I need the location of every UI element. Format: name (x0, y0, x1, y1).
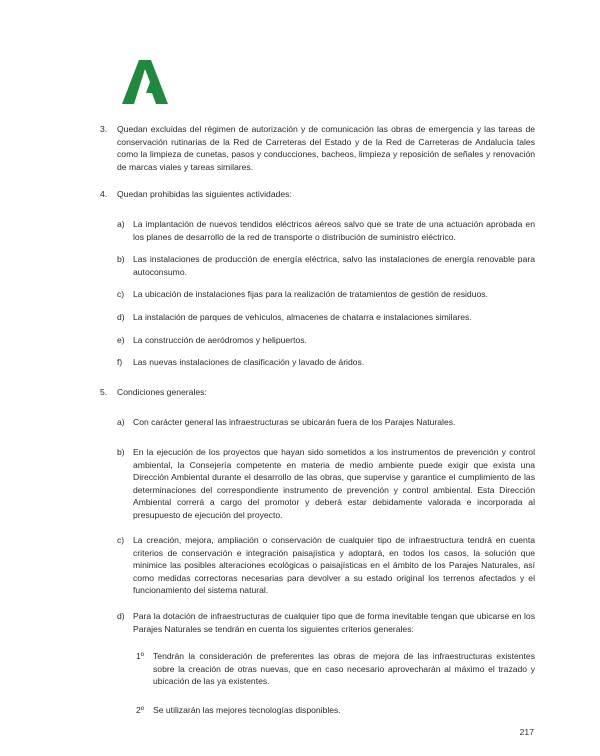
item-5c-marker: c) (117, 535, 125, 545)
item-4c (133, 288, 535, 301)
item-4d (133, 311, 535, 324)
item-3-paragraph: Quedan excluidas del régimen de autorización y de comunicación las obras de emergencia y las tareas de conservación rutinarias de la Red de Carreteras del Estado y de la Red de Carreteras de Andalucía tales como la limpieza de cunetas, pasos y conducciones, bacheos, limpieza y reposición de señales y renovación de marcas viales y tareas similares. (117, 124, 535, 172)
item-4-marker: 4. (100, 189, 108, 199)
item-4c-marker: c) (117, 289, 125, 299)
item-4a-text: La implantación de nuevos tendidos eléctricos aéreos salvo que se trate de una actuación aprobada en los planes de desarrollo de la red de transporte o distribución de suministro eléctrico. (133, 219, 535, 242)
item-5a (133, 416, 535, 429)
item-4c-text: La ubicación de instalaciones fijas para la realización de tratamientos de gestión de residuos. (133, 289, 488, 299)
item-4a-marker: a) (117, 219, 125, 229)
item-3-marker: 3. (100, 124, 108, 134)
criterion-1-text: Tendrán la consideración de preferentes las obras de mejora de las infraestructuras existentes sobre la creación de otras nuevas, que en caso necesario aprovecharán al máximo el trazado y ubicación de las ya existentes. (153, 651, 535, 687)
item-3-text (117, 123, 535, 173)
item-5a-marker: a) (117, 417, 125, 427)
item-5d (133, 610, 535, 635)
item-5b-text: En la ejecución de los proyectos que hayan sido sometidos a los instrumentos de prevención y control ambiental, la Consejería competente en materia de medio ambiente puede exigir que exista una Dirección Ambiental durante el desarrollo de las obras, que supervise y garantice el cumplimiento de las determinaciones del correspondiente instrumento de prevención y control ambiental. Esta Dirección Ambiental correrá a cargo del promotor y deberá estar debidamente valorada e incorporada al presupuesto de ejecución del proyecto. (133, 447, 535, 520)
item-5b (133, 446, 535, 522)
item-5a-text: Con carácter general las infraestructuras se ubicarán fuera de los Parajes Naturales. (133, 417, 456, 427)
criterion-2-marker: 2º (136, 705, 144, 715)
item-4b-marker: b) (117, 254, 125, 264)
item-4d-marker: d) (117, 312, 125, 322)
criterion-2 (153, 704, 535, 717)
item-4e (133, 334, 535, 347)
item-4-heading: Quedan prohibidas las siguientes actividades: (117, 189, 292, 199)
item-5-marker: 5. (100, 387, 108, 397)
criterion-1 (153, 650, 535, 688)
criterion-2-text: Se utilizarán las mejores tecnologías disponibles. (153, 705, 341, 715)
item-5b-marker: b) (117, 447, 125, 457)
item-4b (133, 253, 535, 278)
item-5d-marker: d) (117, 611, 125, 621)
page-number: 217 (519, 727, 534, 737)
item-4f (133, 356, 535, 369)
item-4f-marker: f) (117, 357, 123, 367)
item-4e-marker: e) (117, 335, 125, 345)
item-5-text (117, 386, 535, 399)
item-5d-text: Para la dotación de infraestructuras de cualquier tipo que de forma inevitable tengan que ubicarse en los Parajes Naturales se tendrán en cuenta los siguientes criterios generales: (133, 611, 535, 634)
item-4e-text: La construcción de aeródromos y helipuertos. (133, 335, 307, 345)
item-4f-text: Las nuevas instalaciones de clasificación y lavado de áridos. (133, 357, 365, 367)
item-5-heading: Condiciones generales: (117, 387, 207, 397)
item-4a (133, 218, 535, 243)
criterion-1-marker: 1º (136, 651, 144, 661)
item-5c (133, 534, 535, 597)
item-4b-text: Las instalaciones de producción de energía eléctrica, salvo las instalaciones de energía renovable para autoconsumo. (133, 254, 535, 277)
item-4d-text: La instalación de parques de vehículos, almacenes de chatarra e instalaciones similares. (133, 312, 472, 322)
item-5c-text: La creación, mejora, ampliación o conservación de cualquier tipo de infraestructura tendrá en cuenta criterios de conservación e integración paisajística y adoptará, en todos los casos, la solución que minimice las posibles alteraciones ecológicas o paisajísticas en el ámbito de los Parajes Naturales, así como medidas correctoras necesarias para devolver a su estado original los terrenos afectados y el funcionamiento del sistema natural. (133, 535, 535, 596)
junta-de-andalucia-logo (122, 60, 168, 104)
item-4-text (117, 188, 535, 201)
